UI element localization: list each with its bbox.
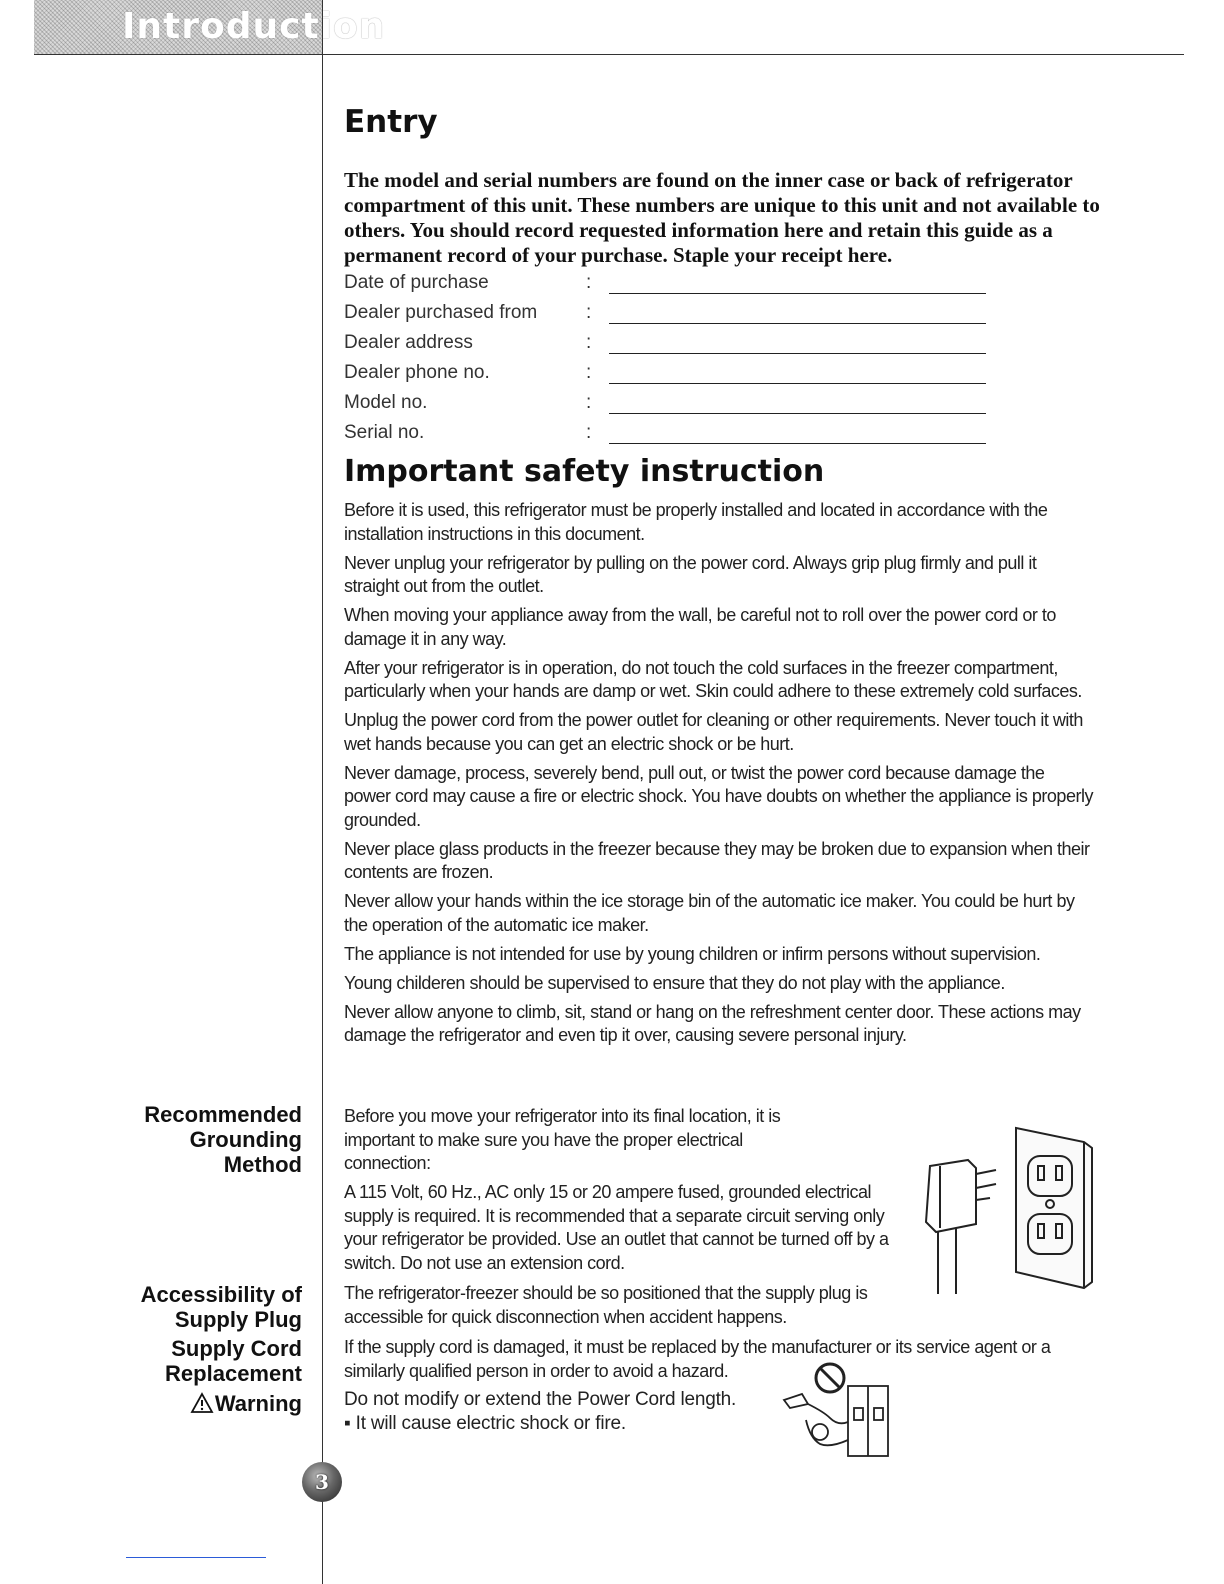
record-colon: : [586, 302, 592, 323]
side-label-line: Accessibility of [140, 1282, 302, 1307]
page-number: 3 [315, 1470, 329, 1494]
record-row-model [344, 392, 1004, 422]
record-blank-line [609, 353, 986, 354]
record-blank-line [609, 323, 986, 324]
grounding-paragraph: Before you move your refrigerator into its final location, it is important to make sure you have the proper electrical connection: [344, 1106, 781, 1173]
safety-paragraph: Never damage, process, severely bend, pull out, or twist the power cord because damage the power cord may cause a fire or electric shock. You have doubts on whether the appliance is properly grounded. [344, 762, 1093, 830]
safety-paragraph: When moving your appliance away from the wall, be careful not to roll over the power cord or to damage it in any way. [344, 605, 1056, 649]
no-extension-cord-illustration [780, 1360, 896, 1460]
record-label: Dealer purchased from [344, 302, 538, 323]
safety-paragraph: After your refrigerator is in operation, do not touch the cold surfaces in the freezer compartment, particularly when your hands are damp or wet. Skin could adhere to these extremely cold surfaces. [344, 657, 1082, 701]
safety-paragraph: The appliance is not intended for use by young children or infirm persons without supervision. [344, 943, 1041, 964]
safety-paragraph: Young childeren should be supervised to ensure that they do not play with the appliance. [344, 972, 1005, 993]
cord-replacement-paragraph: If the supply cord is damaged, it must be replaced by the manufacturer or its service agent or a similarly qualified person in order to avoid a hazard. [344, 1337, 1051, 1381]
record-row-serial [344, 422, 1004, 452]
entry-heading: Entry [344, 104, 438, 140]
warning-triangle-icon [191, 1393, 213, 1413]
record-row-address [344, 332, 1004, 362]
accessibility-side-label [141, 1282, 302, 1332]
side-label-line: Replacement [165, 1361, 302, 1386]
grounding-paragraphs [344, 1105, 904, 1281]
record-blank-line [609, 413, 986, 414]
safety-paragraph: Never place glass products in the freezer because they may be broken due to expansion when their contents are frozen. [344, 838, 1090, 882]
record-blank-line [609, 293, 986, 294]
record-row-dealer [344, 302, 1004, 332]
side-label-line: Supply Plug [174, 1307, 302, 1332]
record-colon: : [586, 332, 592, 353]
record-colon: : [586, 422, 592, 443]
record-colon: : [586, 272, 592, 293]
grounding-side-label [144, 1102, 302, 1177]
record-label: Serial no. [344, 422, 425, 443]
safety-paragraphs [344, 499, 1094, 1053]
accessibility-text [344, 1282, 904, 1335]
footer-rule [126, 1557, 266, 1558]
grounded-plug-and-outlet-illustration [916, 1122, 1096, 1298]
record-blank-line [609, 383, 986, 384]
safety-paragraph: Never unplug your refrigerator by pulling on the power cord. Always grip plug firmly and pull it straight out from the outlet. [344, 552, 1037, 596]
record-label: Date of purchase [344, 272, 489, 293]
record-label: Dealer address [344, 332, 473, 353]
record-row-phone [344, 362, 1004, 392]
warning-side-label [191, 1391, 302, 1416]
grounding-paragraph: A 115 Volt, 60 Hz., AC only 15 or 20 ampere fused, grounded electrical supply is required. It is recommended that a separate circuit serving only your refrigerator be provided. Use an outlet that cannot be turned off by a switch. Do not use an extension cord. [344, 1182, 889, 1273]
safety-paragraph: Never allow your hands within the ice storage bin of the automatic ice maker. You could be hurt by the operation of the automatic ice maker. [344, 891, 1075, 935]
safety-heading: Important safety instruction [344, 454, 825, 489]
section-title: Introduction [122, 6, 386, 47]
warning-text [344, 1388, 1094, 1435]
record-row-date [344, 272, 1004, 302]
safety-paragraph: Before it is used, this refrigerator must be properly installed and located in accordance with the installation instructions in this document. [344, 500, 1048, 544]
header-rule [34, 54, 1184, 55]
side-label-line: Recommended [144, 1102, 302, 1127]
entry-intro: The model and serial numbers are found on the inner case or back of refrigerator compartment of this unit. These numbers are unique to this unit and not available to others. You should record requested information here and retain this guide as a permanent record of your purchase. Staple your receipt here. [344, 168, 1100, 267]
warning-line: ▪ It will cause electric shock or fire. [344, 1412, 626, 1434]
side-label-line: Grounding [189, 1127, 302, 1152]
record-blank-line [609, 443, 986, 444]
side-label-line: Method [223, 1152, 302, 1177]
page-number-badge [302, 1462, 342, 1502]
cord-replacement-text [344, 1336, 1094, 1389]
accessibility-paragraph: The refrigerator-freezer should be so positioned that the supply plug is accessible for quick disconnection when accident happens. [344, 1283, 868, 1327]
side-label-line: Supply Cord [171, 1336, 302, 1361]
record-colon: : [586, 392, 592, 413]
warning-line: Do not modify or extend the Power Cord length. [344, 1389, 737, 1410]
record-label: Dealer phone no. [344, 362, 490, 383]
record-label: Model no. [344, 392, 428, 413]
warning-label: Warning [214, 1391, 302, 1416]
section-header-tab [34, 0, 386, 54]
cord-replacement-side-label [165, 1336, 302, 1386]
safety-paragraph: Unplug the power cord from the power outlet for cleaning or other requirements. Never touch it with wet hands because you can get an electric shock or be hurt. [344, 710, 1083, 754]
record-colon: : [586, 362, 592, 383]
safety-paragraph: Never allow anyone to climb, sit, stand or hang on the refreshment center door. These actions may damage the refrigerator and even tip it over, causing severe personal injury. [344, 1001, 1081, 1045]
column-divider [322, 0, 323, 1584]
